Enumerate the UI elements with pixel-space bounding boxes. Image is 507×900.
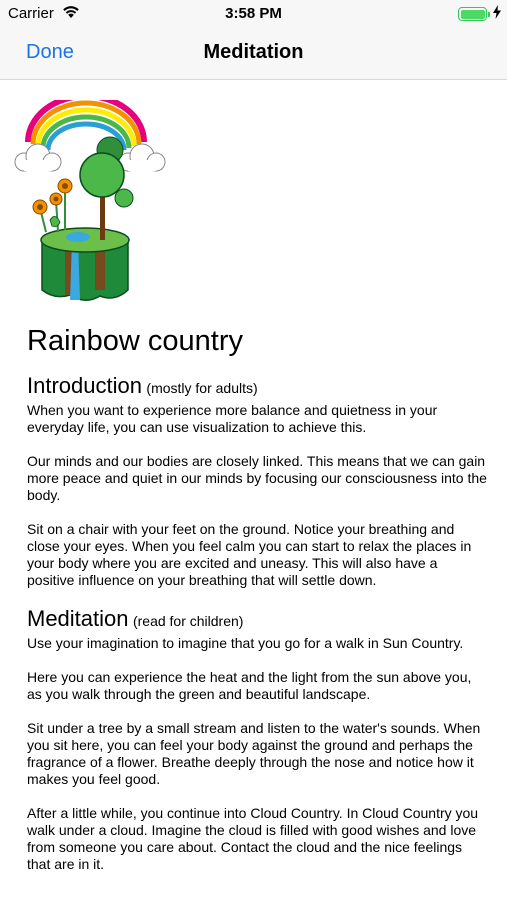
introduction-section [27, 373, 487, 589]
article-scroll-view[interactable] [0, 80, 507, 875]
nav-title: Meditation [203, 41, 304, 63]
article-heading: Rainbow country [27, 325, 243, 357]
battery-icon [458, 7, 487, 21]
article-body [27, 323, 487, 875]
status-time: 3:58 PM [225, 5, 282, 22]
paragraph: Sit on a chair with your feet on the ground. Notice your breathing and close your eyes. When you feel calm you can start to relax the places in your body where you are excited and uneasy. This will also have a positive influence on your breathing that will settle down. [27, 521, 472, 588]
rainbow-island-illustration [10, 100, 170, 310]
paragraph: Our minds and our bodies are closely linked. This means that we can gain more peace and quiet in our minds by focusing our consciousness into the body. [27, 453, 487, 503]
paragraph: Here you can experience the heat and the light from the sun above you, as you walk through the green and beautiful landscape. [27, 669, 472, 702]
carrier-label: Carrier [8, 5, 54, 22]
section-header [27, 606, 487, 635]
section-header [27, 373, 487, 402]
battery-fill [461, 10, 485, 19]
paragraph: When you want to experience more balance and quietness in your everyday life, you can use visualization to achieve this. [27, 402, 438, 435]
paragraph: After a little while, you continue into Cloud Country. In Cloud Country you walk under a cloud. Imagine the cloud is filled with good wishes and love from someone you care about. Contact the cloud and the nice feelings that are in it. [27, 805, 479, 872]
paragraph: Use your imagination to imagine that you go for a walk in Sun Country. [27, 635, 464, 651]
battery-tip [488, 12, 490, 17]
meditation-section [27, 606, 487, 873]
section-title: Introduction [27, 373, 142, 398]
charging-bolt-icon [493, 5, 501, 24]
navigation-bar [0, 28, 507, 80]
status-bar [0, 0, 507, 28]
section-title: Meditation [27, 606, 129, 631]
section-subtitle: (read for children) [132, 613, 244, 629]
paragraph: Sit under a tree by a small stream and listen to the water's sounds. When you sit here, you can feel your body against the ground and perhaps the fragrance of a flower. Breathe deeply through the nose and notice how it makes you feel good. [27, 720, 481, 787]
bottom-safe-area [0, 875, 507, 900]
section-subtitle: (mostly for adults) [146, 380, 258, 396]
done-button[interactable]: Done [26, 41, 74, 63]
